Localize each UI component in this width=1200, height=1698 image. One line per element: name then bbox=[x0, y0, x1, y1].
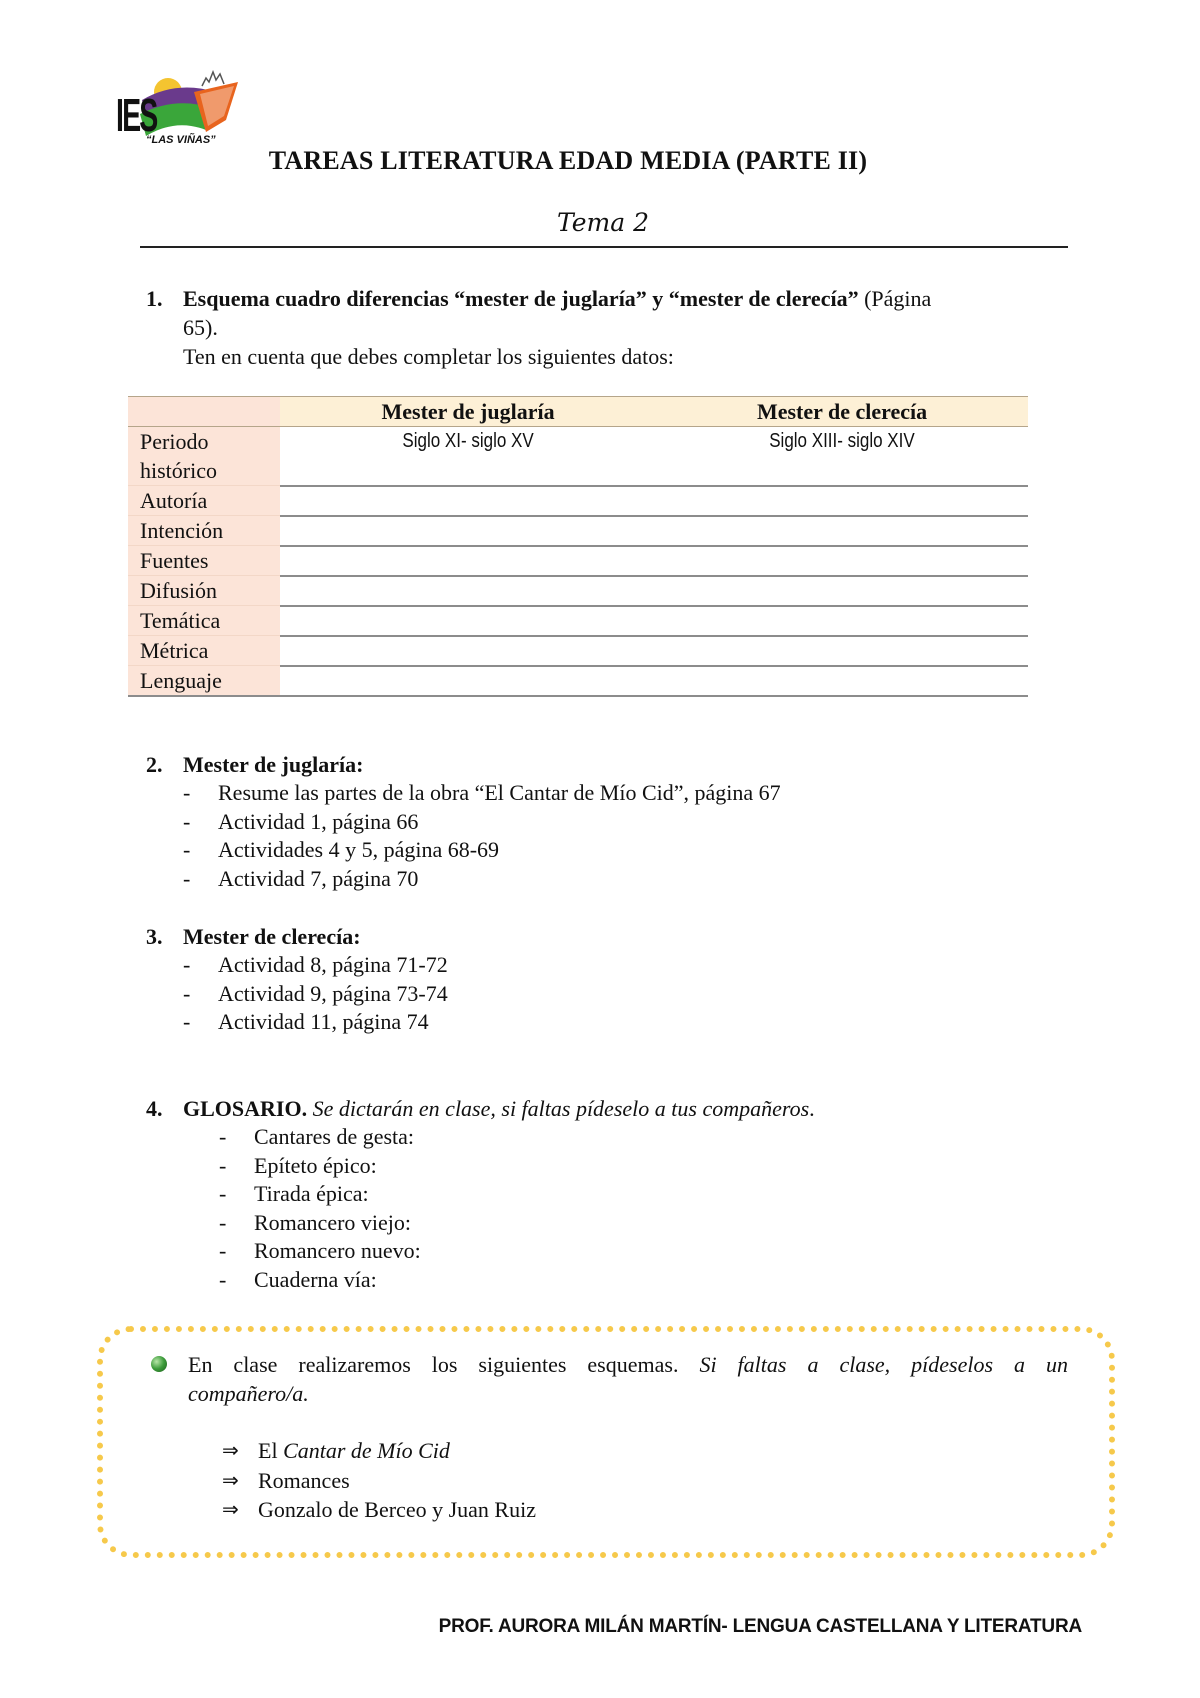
section-1-heading-line2: 65). bbox=[183, 315, 218, 340]
callout-text-line2: compañero/a. bbox=[188, 1381, 309, 1406]
cell-clerecia-tematica bbox=[656, 606, 1028, 636]
cell-clerecia-autoria bbox=[656, 486, 1028, 516]
section-1-heading bbox=[183, 284, 1083, 313]
callout-item bbox=[222, 1436, 536, 1466]
cell-clerecia-periodo: Siglo XIII- siglo XIV bbox=[684, 427, 1000, 486]
section-4-note-end: . bbox=[809, 1096, 815, 1121]
glossary-list bbox=[219, 1123, 421, 1295]
cell-clerecia-lenguaje bbox=[656, 666, 1028, 697]
cell-juglaria-intencion bbox=[280, 516, 656, 546]
section-1-number: 1. bbox=[146, 286, 163, 311]
section-4-heading bbox=[183, 1094, 815, 1123]
cell-juglaria-autoria bbox=[280, 486, 656, 516]
list-item: - Actividad 11, página 74 bbox=[183, 1008, 448, 1037]
table-row bbox=[128, 636, 1028, 666]
callout-item bbox=[222, 1466, 536, 1496]
glossary-item: - Tirada épica: bbox=[219, 1180, 421, 1209]
glossary-item: - Romancero viejo: bbox=[219, 1209, 421, 1238]
table-corner-cell bbox=[128, 397, 280, 427]
school-logo bbox=[116, 70, 250, 150]
callout-text-plain: En clase realizaremos los siguientes esquemas. bbox=[188, 1352, 679, 1377]
row-label-tematica: Temática bbox=[128, 606, 280, 636]
table-row bbox=[128, 427, 1028, 486]
list-item: - Actividad 1, página 66 bbox=[183, 808, 781, 837]
callout-item-italic: Cantar de Mío Cid bbox=[283, 1438, 450, 1463]
section-2-heading: Mester de juglaría: bbox=[183, 752, 364, 777]
page-subtitle: Tema 2 bbox=[557, 208, 649, 237]
cell-clerecia-metrica bbox=[656, 636, 1028, 666]
callout-list bbox=[222, 1436, 536, 1525]
section-3-heading: Mester de clerecía: bbox=[183, 924, 361, 949]
section-1-heading-tail: (Página bbox=[864, 286, 932, 311]
table-row bbox=[128, 486, 1028, 516]
section-3-number: 3. bbox=[146, 924, 163, 949]
callout-item-prefix: Romances bbox=[258, 1467, 350, 1493]
column-header-clerecia: Mester de clerecía bbox=[656, 397, 1028, 427]
glossary-item: - Epíteto épico: bbox=[219, 1152, 421, 1181]
page-title: TAREAS LITERATURA EDAD MEDIA (PARTE II) bbox=[268, 146, 868, 175]
table-row bbox=[128, 516, 1028, 546]
row-label-autoria: Autoría bbox=[128, 486, 280, 516]
cell-clerecia-difusion bbox=[656, 576, 1028, 606]
callout-text-italic: Si faltas a clase, pídeselos a un bbox=[699, 1352, 1069, 1377]
glossary-item: - Cuaderna vía: bbox=[219, 1266, 421, 1295]
row-label-fuentes: Fuentes bbox=[128, 546, 280, 576]
list-item: - Actividad 9, página 73-74 bbox=[183, 980, 448, 1009]
green-bullet-icon bbox=[151, 1356, 167, 1372]
page-footer: PROF. AURORA MILÁN MARTÍN- LENGUA CASTELLANA Y LITERATURA bbox=[438, 1616, 1082, 1637]
section-3-list bbox=[183, 951, 448, 1037]
callout-item bbox=[222, 1495, 536, 1525]
logo-subtitle: “LAS VIÑAS” bbox=[146, 134, 216, 146]
row-label-intencion: Intención bbox=[128, 516, 280, 546]
title-divider bbox=[140, 246, 1068, 248]
section-2-list bbox=[183, 779, 781, 893]
column-header-juglaria: Mester de juglaría bbox=[280, 397, 656, 427]
callout-item-prefix: Gonzalo de Berceo y Juan Ruiz bbox=[258, 1497, 536, 1522]
table-row bbox=[128, 666, 1028, 697]
comparison-table bbox=[128, 396, 1028, 697]
table-row bbox=[128, 576, 1028, 606]
section-4-note: Se dictarán en clase, si faltas pídeselo a tus compañeros bbox=[312, 1096, 810, 1121]
logo-letters: IES bbox=[116, 89, 157, 141]
list-item: - Actividades 4 y 5, página 68-69 bbox=[183, 836, 781, 865]
section-1-instruction: Ten en cuenta que debes completar los siguientes datos: bbox=[183, 344, 674, 369]
list-item: - Resume las partes de la obra “El Cantar de Mío Cid”, página 67 bbox=[183, 779, 781, 808]
section-4-number: 4. bbox=[146, 1096, 163, 1121]
cell-juglaria-metrica bbox=[280, 636, 656, 666]
table-header-row bbox=[128, 397, 1028, 427]
row-label-metrica: Métrica bbox=[128, 636, 280, 666]
row-label-line: histórico bbox=[140, 458, 217, 483]
cell-juglaria-tematica bbox=[280, 606, 656, 636]
table-row bbox=[128, 606, 1028, 636]
glossary-item: - Cantares de gesta: bbox=[219, 1123, 421, 1152]
cell-juglaria-lenguaje bbox=[280, 666, 656, 697]
callout-item-prefix: El bbox=[258, 1438, 284, 1463]
list-item: - Actividad 8, página 71-72 bbox=[183, 951, 448, 980]
cell-juglaria-difusion bbox=[280, 576, 656, 606]
callout-text bbox=[188, 1350, 1068, 1379]
cell-clerecia-intencion bbox=[656, 516, 1028, 546]
section-2-number: 2. bbox=[146, 752, 163, 777]
cell-juglaria-fuentes bbox=[280, 546, 656, 576]
row-label-periodo bbox=[128, 427, 280, 486]
row-label-line: Periodo bbox=[140, 429, 209, 454]
cell-clerecia-fuentes bbox=[656, 546, 1028, 576]
cell-juglaria-periodo: Siglo XI- siglo XV bbox=[308, 427, 628, 486]
row-label-lenguaje: Lenguaje bbox=[128, 666, 280, 697]
section-1-heading-bold: Esquema cuadro diferencias “mester de juglaría” y “mester de clerecía” bbox=[183, 286, 859, 311]
section-4-heading-bold: GLOSARIO. bbox=[183, 1096, 308, 1121]
list-item: - Actividad 7, página 70 bbox=[183, 865, 781, 894]
row-label-difusion: Difusión bbox=[128, 576, 280, 606]
glossary-item: - Romancero nuevo: bbox=[219, 1237, 421, 1266]
table-row bbox=[128, 546, 1028, 576]
